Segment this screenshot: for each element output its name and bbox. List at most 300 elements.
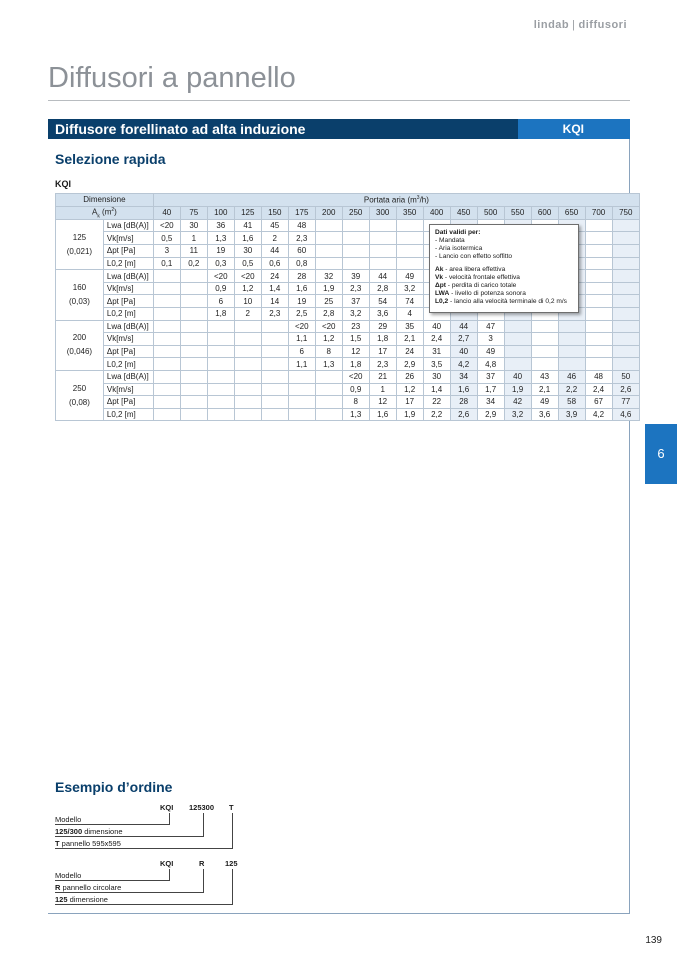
value-cell (288, 408, 315, 421)
dimension-header: Dimensione (56, 194, 154, 207)
value-cell (585, 245, 612, 258)
value-cell: <20 (315, 320, 342, 333)
value-cell (234, 383, 261, 396)
value-cell: 19 (207, 245, 234, 258)
value-cell: 40 (450, 345, 477, 358)
order-line: R pannello circolare (55, 883, 122, 892)
parameter-label: L0,2 [m] (103, 408, 153, 421)
value-cell (261, 345, 288, 358)
value-cell: 1,2 (234, 282, 261, 295)
value-cell (153, 282, 180, 295)
value-cell (207, 408, 234, 421)
value-cell (315, 408, 342, 421)
flow-value: 650 (558, 206, 585, 219)
value-cell: 34 (477, 396, 504, 409)
value-cell (396, 245, 423, 258)
value-cell (315, 245, 342, 258)
value-cell: 1,6 (369, 408, 396, 421)
value-cell: 0,8 (288, 257, 315, 270)
flow-value: 200 (315, 206, 342, 219)
value-cell (585, 295, 612, 308)
value-cell (315, 257, 342, 270)
parameter-label: L0,2 [m] (103, 257, 153, 270)
dimension-size: 160 (72, 282, 87, 292)
parameter-label: Lwa [dB(A)] (103, 320, 153, 333)
value-cell: 24 (261, 270, 288, 283)
value-cell: 0,2 (180, 257, 207, 270)
brand-name: lindab (533, 19, 570, 31)
parameter-label: Vk[m/s] (103, 232, 153, 245)
order-code: KQI (160, 803, 174, 812)
value-cell (315, 396, 342, 409)
value-cell (153, 295, 180, 308)
section-bar (48, 119, 630, 139)
value-cell: 17 (396, 396, 423, 409)
value-cell: 2 (234, 308, 261, 321)
value-cell: 49 (396, 270, 423, 283)
value-cell (504, 320, 531, 333)
value-cell: 0,3 (207, 257, 234, 270)
parameter-label: Δpt [Pa] (103, 345, 153, 358)
dimension-cell (56, 270, 104, 320)
value-cell (612, 282, 639, 295)
value-cell: 45 (261, 219, 288, 232)
flow-value: 350 (396, 206, 423, 219)
value-cell (207, 370, 234, 383)
page-number: 139 (645, 935, 662, 946)
value-cell: 2,3 (261, 308, 288, 321)
value-cell (288, 383, 315, 396)
table-header-row (56, 194, 640, 207)
value-cell: 47 (477, 320, 504, 333)
value-cell: 0,9 (342, 383, 369, 396)
dimension-size: 200 (72, 333, 87, 343)
value-cell (315, 232, 342, 245)
value-cell (261, 333, 288, 346)
value-cell: 2,5 (288, 308, 315, 321)
parameter-label: Lwa [dB(A)] (103, 219, 153, 232)
flow-value: 550 (504, 206, 531, 219)
table-row (56, 358, 640, 371)
info-title: Dati validi per: (435, 229, 481, 236)
value-cell: 8 (315, 345, 342, 358)
value-cell: 2,1 (531, 383, 558, 396)
brand-separator: | (572, 19, 576, 31)
value-cell: 44 (261, 245, 288, 258)
chapter-tab[interactable]: 6 (645, 424, 677, 484)
value-cell: 0,5 (153, 232, 180, 245)
info-condition: - Lancio con effetto soffitto (435, 253, 513, 260)
value-cell (342, 219, 369, 232)
flow-value: 600 (531, 206, 558, 219)
value-cell: 4,8 (477, 358, 504, 371)
value-cell: 12 (342, 345, 369, 358)
info-condition: - Mandata (435, 237, 465, 244)
value-cell (261, 320, 288, 333)
value-cell (612, 219, 639, 232)
value-cell (369, 219, 396, 232)
flow-value: 100 (207, 206, 234, 219)
value-cell: 3,5 (423, 358, 450, 371)
value-cell (396, 232, 423, 245)
ak-header: $A_k$ $(m^2)$ (56, 206, 154, 219)
value-cell: 31 (423, 345, 450, 358)
page-title: Diffusori a pannello (48, 62, 296, 94)
value-cell: 60 (288, 245, 315, 258)
legend-item: Ak - area libera effettiva (435, 266, 506, 273)
value-cell (612, 270, 639, 283)
value-cell: 2,1 (396, 333, 423, 346)
value-cell (153, 308, 180, 321)
parameter-label: Vk[m/s] (103, 282, 153, 295)
value-cell: 46 (558, 370, 585, 383)
value-cell: 1,1 (288, 358, 315, 371)
value-cell (558, 358, 585, 371)
flow-value: 750 (612, 206, 639, 219)
table-row (56, 396, 640, 409)
order-line: 125 dimensione (55, 895, 108, 904)
flow-value: 40 (153, 206, 180, 219)
value-cell: 12 (369, 396, 396, 409)
brand-header (534, 19, 627, 31)
legend-item: L0,2 - lancio alla velocità terminale di 0,2 m/s (435, 298, 567, 305)
flow-value: 125 (234, 206, 261, 219)
value-cell (558, 320, 585, 333)
product-label: KQI (55, 179, 72, 189)
value-cell (612, 333, 639, 346)
value-cell: 0,6 (261, 257, 288, 270)
value-cell: 2,4 (423, 333, 450, 346)
parameter-label: Δpt [Pa] (103, 396, 153, 409)
value-cell: <20 (234, 270, 261, 283)
value-cell: 2,2 (558, 383, 585, 396)
value-cell (153, 383, 180, 396)
value-cell (153, 333, 180, 346)
legend-item: LWA - livello di potenza sonora (435, 290, 526, 297)
value-cell (180, 282, 207, 295)
value-cell: 2,3 (369, 358, 396, 371)
value-cell: 40 (423, 320, 450, 333)
value-cell (180, 345, 207, 358)
value-cell: 4,2 (450, 358, 477, 371)
value-cell: 1,9 (396, 408, 423, 421)
value-cell (207, 383, 234, 396)
value-cell (180, 295, 207, 308)
value-cell (207, 345, 234, 358)
value-cell: 1 (180, 232, 207, 245)
table-row (56, 383, 640, 396)
value-cell: <20 (342, 370, 369, 383)
value-cell: 3,6 (369, 308, 396, 321)
value-cell: 1,8 (369, 333, 396, 346)
dimension-cell (56, 219, 104, 269)
legend-item: Δpt - perdita di carico totale (435, 282, 517, 289)
value-cell: 48 (288, 219, 315, 232)
value-cell: 77 (612, 396, 639, 409)
value-cell: 36 (207, 219, 234, 232)
value-cell: 22 (423, 396, 450, 409)
value-cell: 1,6 (288, 282, 315, 295)
value-cell: 2,8 (369, 282, 396, 295)
section-title: Diffusore forellinato ad alta induzione (55, 121, 306, 137)
value-cell: 1,8 (207, 308, 234, 321)
value-cell (585, 358, 612, 371)
value-cell: 1,6 (234, 232, 261, 245)
dimension-size: 250 (72, 383, 87, 393)
value-cell (234, 333, 261, 346)
value-cell: 32 (315, 270, 342, 283)
flow-value: 300 (369, 206, 396, 219)
value-cell (585, 308, 612, 321)
value-cell (234, 358, 261, 371)
value-cell: 44 (450, 320, 477, 333)
table-header-row (56, 206, 640, 219)
value-cell (612, 232, 639, 245)
value-cell (153, 370, 180, 383)
value-cell: 30 (423, 370, 450, 383)
value-cell (180, 333, 207, 346)
value-cell: 4 (396, 308, 423, 321)
brand-section: diffusori (578, 19, 627, 31)
value-cell: 2 (261, 232, 288, 245)
value-cell: 1,4 (423, 383, 450, 396)
order-line: Modello (55, 815, 82, 824)
dimension-size: 125 (72, 232, 87, 242)
parameter-label: L0,2 [m] (103, 308, 153, 321)
value-cell (504, 345, 531, 358)
value-cell: 0,1 (153, 257, 180, 270)
value-cell: 4,6 (612, 408, 639, 421)
value-cell (531, 333, 558, 346)
value-cell: 29 (369, 320, 396, 333)
value-cell (180, 370, 207, 383)
value-cell: <20 (207, 270, 234, 283)
value-cell (612, 245, 639, 258)
value-cell: 1,3 (207, 232, 234, 245)
value-cell: 2,4 (585, 383, 612, 396)
value-cell (261, 358, 288, 371)
value-cell (585, 333, 612, 346)
value-cell (180, 320, 207, 333)
flow-value: 75 (180, 206, 207, 219)
value-cell (153, 320, 180, 333)
info-box (429, 224, 579, 313)
value-cell (315, 219, 342, 232)
order-code: 125300 (189, 803, 215, 812)
value-cell: 1,3 (315, 358, 342, 371)
value-cell: 3,2 (504, 408, 531, 421)
value-cell (153, 345, 180, 358)
table-row (56, 333, 640, 346)
value-cell: 10 (234, 295, 261, 308)
value-cell (261, 383, 288, 396)
flow-value: 700 (585, 206, 612, 219)
dimension-area: (0,03) (68, 296, 90, 306)
value-cell: 19 (288, 295, 315, 308)
value-cell (261, 408, 288, 421)
parameter-label: Δpt [Pa] (103, 295, 153, 308)
value-cell: 48 (585, 370, 612, 383)
value-cell (288, 370, 315, 383)
value-cell (585, 282, 612, 295)
value-cell (180, 308, 207, 321)
flow-value: 400 (423, 206, 450, 219)
value-cell (612, 308, 639, 321)
value-cell: 1,3 (342, 408, 369, 421)
value-cell (261, 396, 288, 409)
value-cell (234, 408, 261, 421)
parameter-label: Lwa [dB(A)] (103, 270, 153, 283)
value-cell (180, 383, 207, 396)
value-cell (585, 270, 612, 283)
value-cell: 0,9 (207, 282, 234, 295)
value-cell (234, 320, 261, 333)
value-cell: 28 (288, 270, 315, 283)
value-cell: 43 (531, 370, 558, 383)
value-cell: 30 (180, 219, 207, 232)
value-cell (369, 232, 396, 245)
value-cell (180, 408, 207, 421)
value-cell (585, 345, 612, 358)
value-cell (153, 270, 180, 283)
value-cell: 1 (369, 383, 396, 396)
parameter-label: Lwa [dB(A)] (103, 370, 153, 383)
value-cell: 2,3 (342, 282, 369, 295)
value-cell: 49 (531, 396, 558, 409)
value-cell: 49 (477, 345, 504, 358)
value-cell: 23 (342, 320, 369, 333)
order-code: 125 (225, 859, 238, 868)
value-cell: 0,5 (234, 257, 261, 270)
value-cell (180, 358, 207, 371)
value-cell (369, 245, 396, 258)
section-code: KQI (518, 119, 630, 139)
quick-selection-title: Selezione rapida (55, 151, 166, 167)
value-cell: <20 (288, 320, 315, 333)
value-cell: 2,3 (288, 232, 315, 245)
value-cell: 1,5 (342, 333, 369, 346)
value-cell: 1,7 (477, 383, 504, 396)
order-code: KQI (160, 859, 174, 868)
value-cell (612, 295, 639, 308)
value-cell: 3,2 (396, 282, 423, 295)
value-cell (153, 396, 180, 409)
value-cell: <20 (153, 219, 180, 232)
value-cell (234, 345, 261, 358)
value-cell: 41 (234, 219, 261, 232)
table-row (56, 320, 640, 333)
value-cell: 24 (396, 345, 423, 358)
value-cell (342, 232, 369, 245)
table-row (56, 370, 640, 383)
value-cell (180, 270, 207, 283)
order-line: T pannello 595x595 (55, 839, 121, 848)
dimension-area: (0,046) (66, 347, 93, 357)
flow-value: 150 (261, 206, 288, 219)
flow-value: 450 (450, 206, 477, 219)
value-cell: 67 (585, 396, 612, 409)
flow-value: 175 (288, 206, 315, 219)
value-cell (531, 358, 558, 371)
value-cell: 3,6 (531, 408, 558, 421)
value-cell: 37 (477, 370, 504, 383)
parameter-label: Vk[m/s] (103, 383, 153, 396)
value-cell (612, 257, 639, 270)
order-line: Modello (55, 871, 82, 880)
value-cell (315, 370, 342, 383)
value-cell: 2,9 (396, 358, 423, 371)
value-cell: 2,8 (315, 308, 342, 321)
value-cell (531, 320, 558, 333)
value-cell (612, 358, 639, 371)
value-cell: 40 (504, 370, 531, 383)
value-cell (261, 370, 288, 383)
value-cell: 3 (477, 333, 504, 346)
value-cell: 25 (315, 295, 342, 308)
flow-value: 500 (477, 206, 504, 219)
value-cell: 8 (342, 396, 369, 409)
value-cell: 1,2 (315, 333, 342, 346)
value-cell (531, 345, 558, 358)
value-cell: 21 (369, 370, 396, 383)
value-cell: 58 (558, 396, 585, 409)
value-cell: 39 (342, 270, 369, 283)
value-cell (612, 345, 639, 358)
value-cell: 1,9 (315, 282, 342, 295)
table-row (56, 408, 640, 421)
value-cell: 26 (396, 370, 423, 383)
order-line: 125/300 dimensione (55, 827, 123, 836)
value-cell: 54 (369, 295, 396, 308)
value-cell (585, 320, 612, 333)
value-cell: 3,9 (558, 408, 585, 421)
value-cell (585, 219, 612, 232)
value-cell: 17 (369, 345, 396, 358)
value-cell: 30 (234, 245, 261, 258)
value-cell (558, 333, 585, 346)
parameter-label: Vk[m/s] (103, 333, 153, 346)
value-cell (396, 257, 423, 270)
value-cell (207, 320, 234, 333)
value-cell: 2,6 (450, 408, 477, 421)
value-cell (504, 333, 531, 346)
value-cell (315, 383, 342, 396)
value-cell: 74 (396, 295, 423, 308)
value-cell: 35 (396, 320, 423, 333)
info-condition: - Aria isotermica (435, 245, 483, 252)
value-cell (153, 358, 180, 371)
value-cell (342, 245, 369, 258)
value-cell: 44 (369, 270, 396, 283)
value-cell (288, 396, 315, 409)
value-cell (612, 320, 639, 333)
value-cell (558, 345, 585, 358)
value-cell (234, 370, 261, 383)
value-cell: 37 (342, 295, 369, 308)
value-cell (234, 396, 261, 409)
value-cell: 1,9 (504, 383, 531, 396)
value-cell: 2,7 (450, 333, 477, 346)
order-example-title: Esempio d’ordine (55, 779, 173, 795)
value-cell (207, 358, 234, 371)
dimension-cell (56, 320, 104, 370)
value-cell: 2,2 (423, 408, 450, 421)
value-cell: 1,1 (288, 333, 315, 346)
order-code: R (199, 859, 205, 868)
value-cell: 2,9 (477, 408, 504, 421)
value-cell (180, 396, 207, 409)
value-cell (342, 257, 369, 270)
